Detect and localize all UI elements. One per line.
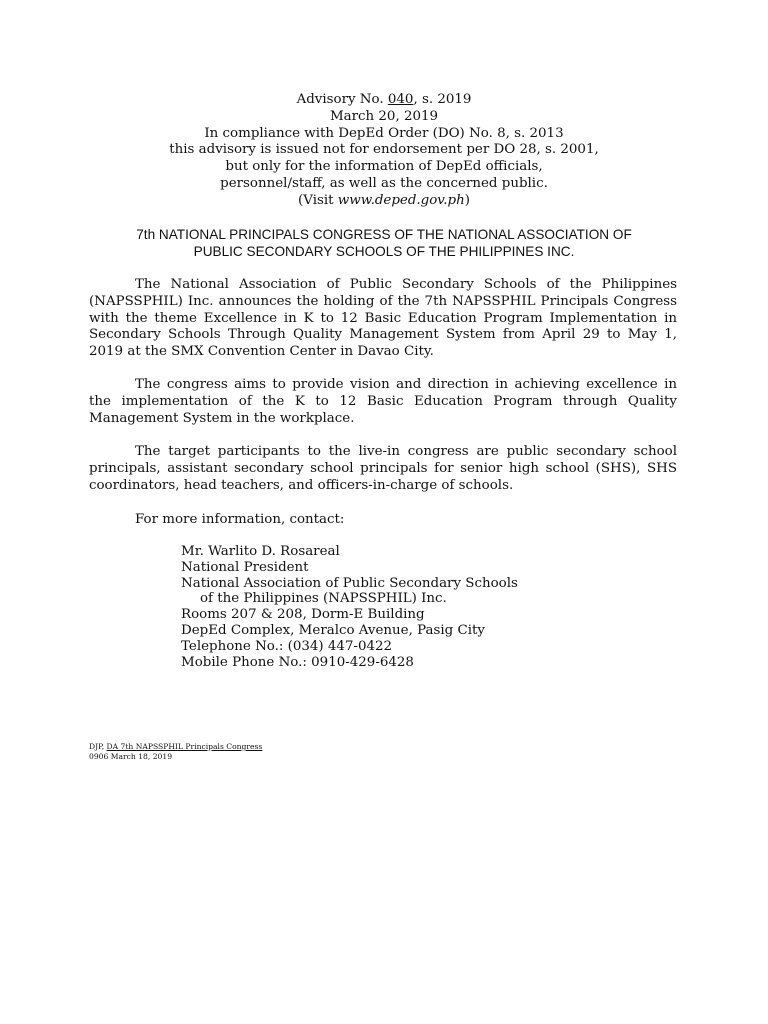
footer-reference (89, 742, 262, 761)
footer-code-date: 0906 March 18, 2019 (89, 751, 173, 761)
contact-block (181, 544, 518, 670)
advisory-number-line: Advisory No. 040, s. 2019 (296, 92, 472, 107)
contact-organization-line-1: National Association of Public Secondary Schools (181, 575, 518, 591)
contact-organization-line-2: of the Philippines (NAPSSPHIL) Inc. (200, 591, 447, 607)
contact-position: National President (181, 559, 309, 575)
footer-document-reference: DA 7th NAPSSPHIL Principals Congress (106, 742, 263, 751)
contact-telephone: Telephone No.: (034) 447-0422 (181, 638, 393, 654)
body-paragraph-1: The National Association of Public Secondary Schools of the Philippines (NAPSSPHIL) Inc. announces the holding of the 7th NAPSSPHIL Principals Congress with the theme Excellence in K to 12 Basic Education Program Implementation in Secondary Schools Through Quality Management System from April 29 to May 1, 2019 at the SMX Convention Center in Davao City. (89, 277, 677, 360)
contact-mobile: Mobile Phone No.: 0910-429-6428 (181, 654, 414, 670)
visit-line: (Visit www.deped.gov.ph) (298, 192, 470, 208)
title-line-2: PUBLIC SECONDARY SCHOOLS OF THE PHILIPPINES INC. (193, 243, 575, 259)
advisory-number: 040 (387, 92, 414, 107)
contact-name: Mr. Warlito D. Rosareal (181, 544, 340, 559)
body-paragraph-2: The congress aims to provide vision and direction in achieving excellence in the implementation of the K to 12 Basic Education Program through Quality Management System in the workplace. (89, 377, 677, 426)
title-line-1: 7th NATIONAL PRINCIPALS CONGRESS OF THE NATIONAL ASSOCIATION OF (136, 227, 632, 242)
deped-website-link[interactable]: www.deped.gov.ph (337, 192, 465, 208)
information-line: but only for the information of DepEd officials, (225, 159, 543, 175)
advisory-date: March 20, 2019 (329, 108, 439, 124)
contact-address: DepEd Complex, Meralco Avenue, Pasig City (181, 622, 485, 638)
body-paragraph-3: The target participants to the live-in congress are public secondary school principals, assistant secondary school principals for senior high school (SHS), SHS coordinators, head teachers, and officers-in-charge of schools. (89, 444, 677, 493)
advisory-header (0, 92, 768, 210)
contact-intro: For more information, contact: (135, 512, 345, 527)
advisory-title (0, 227, 768, 261)
not-endorsed-line: this advisory is issued not for endorsement per DO 28, s. 2001, (169, 142, 599, 158)
footer-line-1: DJP, DA 7th NAPSSPHIL Principals Congress (89, 742, 263, 751)
compliance-line: In compliance with DepEd Order (DO) No. 8, s. 2013 (204, 125, 564, 141)
audience-line: personnel/staff, as well as the concerned public. (220, 175, 548, 191)
contact-rooms: Rooms 207 & 208, Dorm-E Building (181, 607, 425, 623)
